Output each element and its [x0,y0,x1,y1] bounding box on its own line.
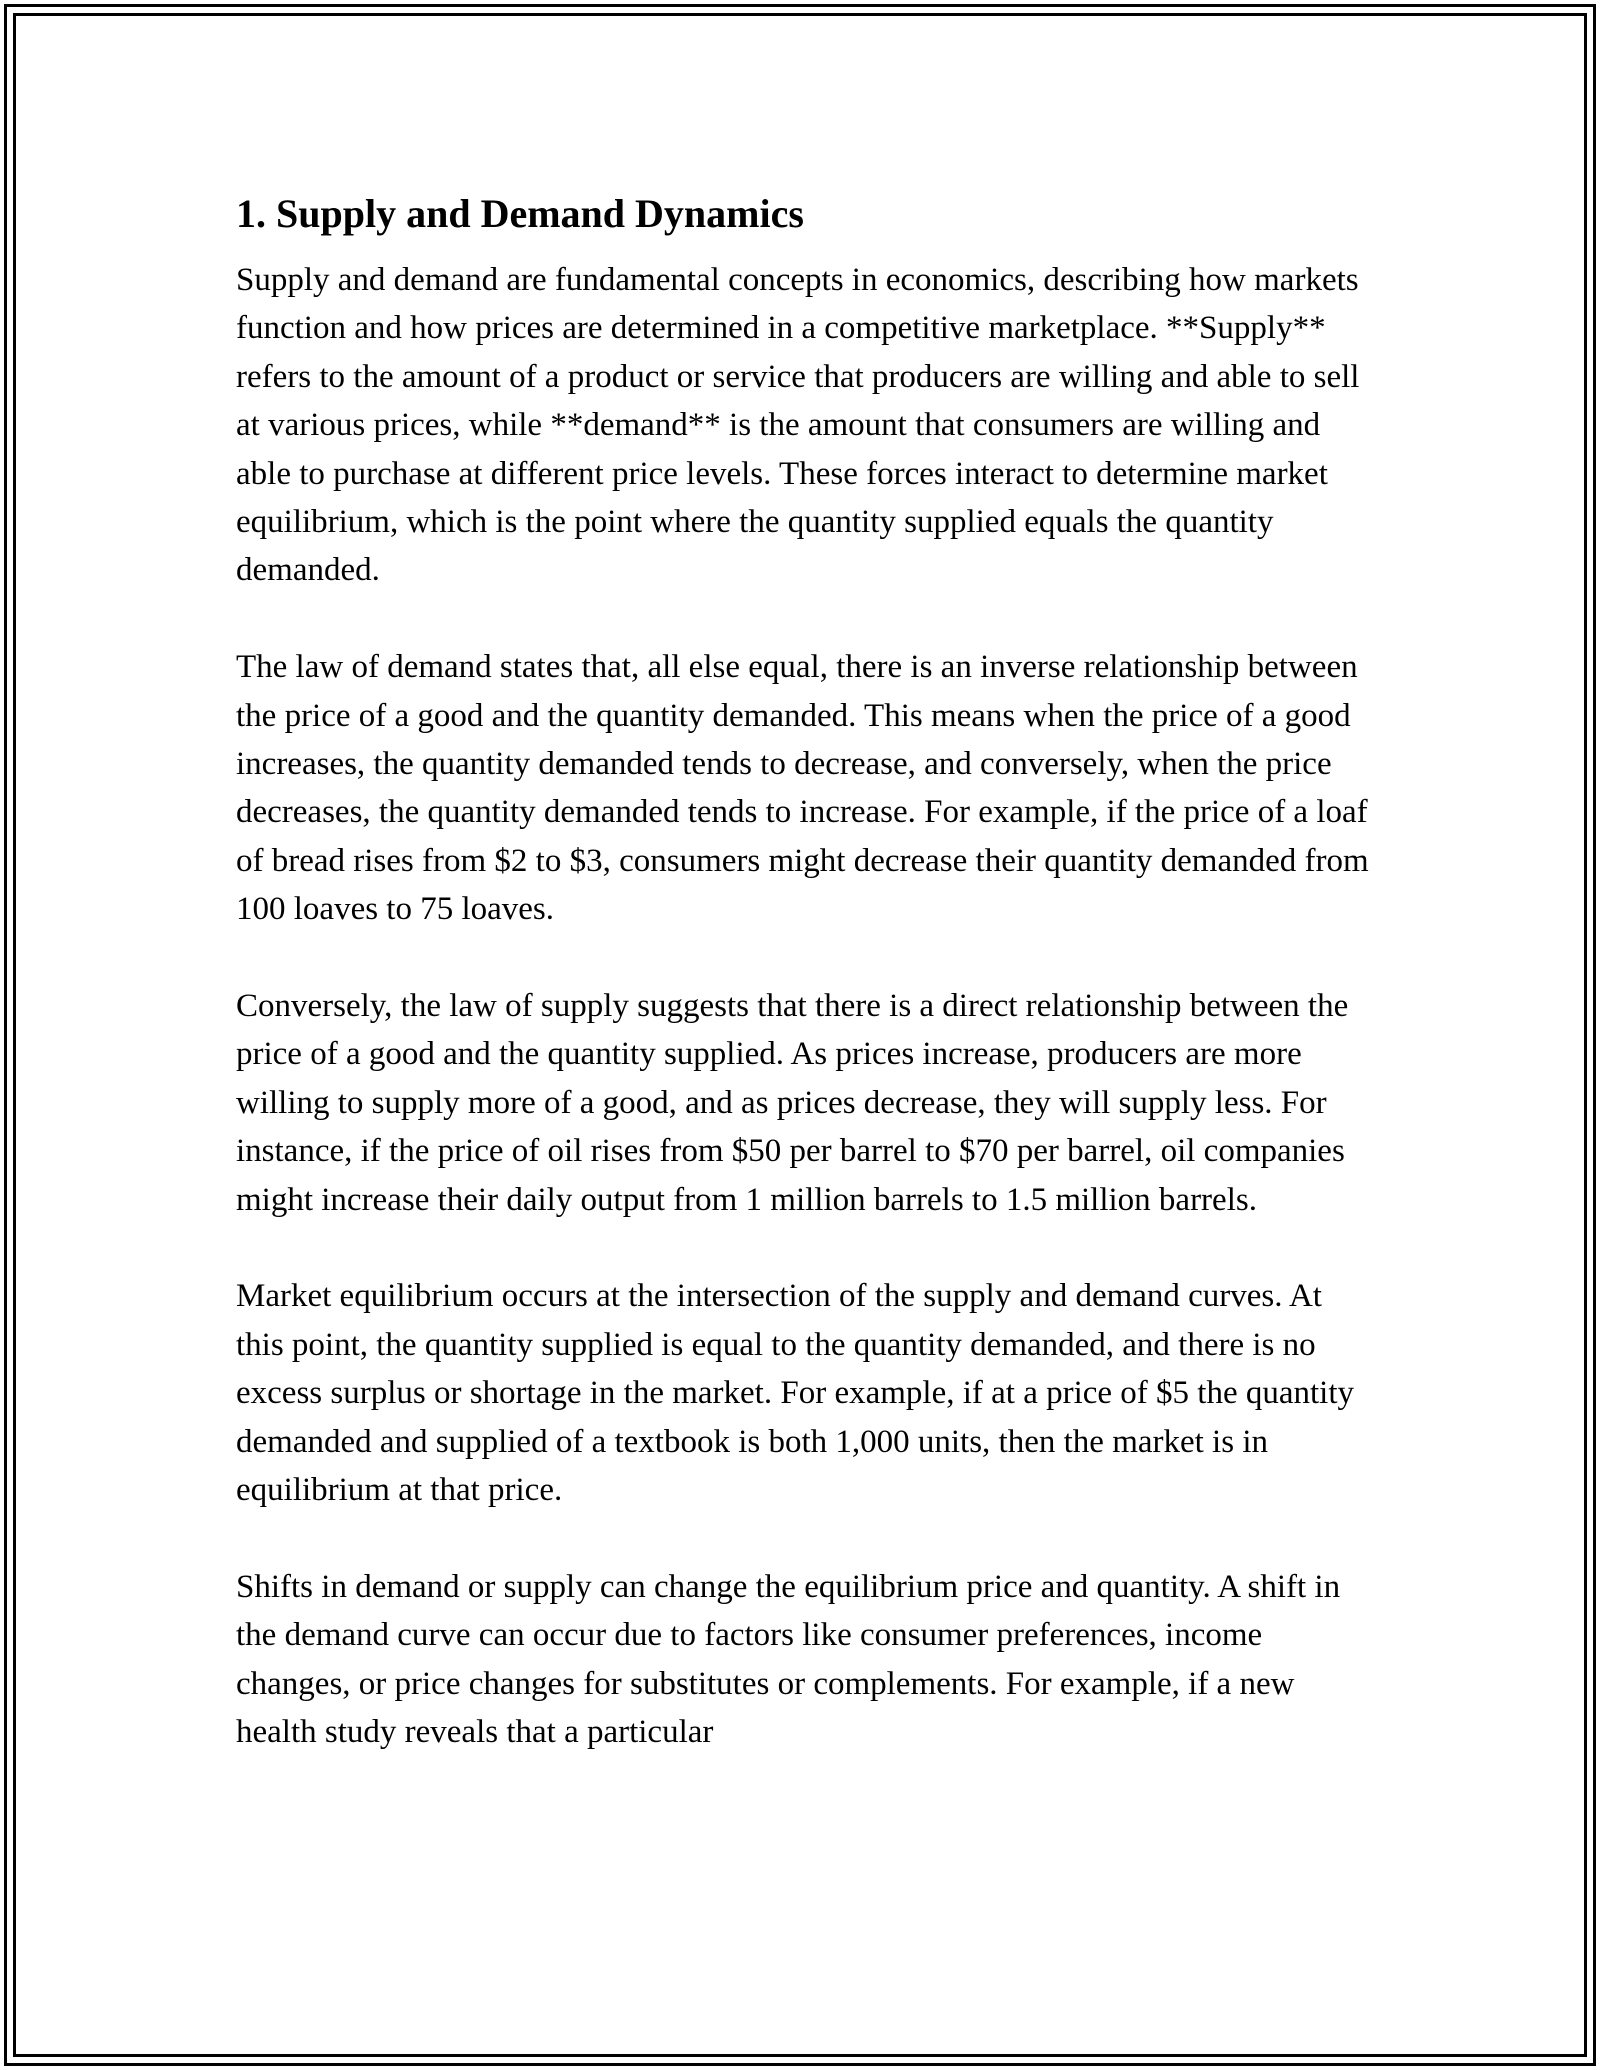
paragraph-law-of-demand: The law of demand states that, all else equal, there is an inverse relationship between the price of a good and the quantity demanded. This means when the price of a good increases, the quantity demanded tends to decrease, and conversely, when the price decreases, the quantity demanded tends to increase. For example, if the price of a loaf of bread rises from $2 to $3, consumers might decrease their quantity demanded from 100 loaves to 75 loaves. [236,649,1369,928]
paragraph-law-of-supply: Conversely, the law of supply suggests that there is a direct relationship between the price of a good and the quantity supplied. As prices increase, producers are more willing to supply more of a good, and as prices decrease, they will supply less. For instance, if the price of oil rises from $50 per barrel to $70 per barrel, oil companies might increase their daily output from 1 million barrels to 1.5 million barrels. [236,988,1349,1218]
document-body [236,186,1376,1805]
paragraph-market-equilibrium: Market equilibrium occurs at the intersection of the supply and demand curves. At this point, the quantity supplied is equal to the quantity demanded, and there is no excess surplus or shortage in the market. For example, if at a price of $5 the quantity demanded and supplied of a textbook is both 1,000 units, then the market is in equilibrium at that price. [236,1278,1355,1509]
paragraph-shifts: Shifts in demand or supply can change the equilibrium price and quantity. A shift in the demand curve can occur due to factors like consumer preferences, income changes, or price changes for substitutes or complements. For example, if a new health study reveals that a particular [236,1568,1341,1751]
section-heading: 1. Supply and Demand Dynamics [236,191,804,236]
paragraph-supply-demand-intro: Supply and demand are fundamental concepts in economics, describing how markets function and how prices are determined in a competitive marketplace. **Supply** refers to the amount of a product or service that producers are willing and able to sell at various prices, while **demand** is the amount that consumers are willing and able to purchase at different price levels. These forces interact to determine market equilibrium, which is the point where the quantity supplied equals the quantity demanded. [236,262,1360,589]
